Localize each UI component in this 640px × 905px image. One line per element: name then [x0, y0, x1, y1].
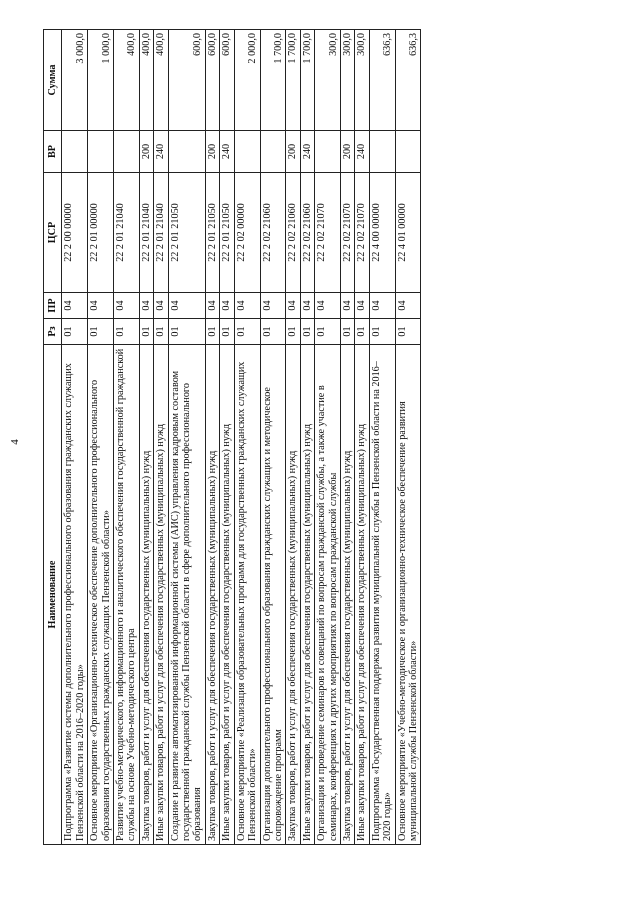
cell-pr: 04	[234, 293, 260, 319]
cell-sum: 1 700,0	[300, 30, 314, 131]
cell-vr	[168, 131, 205, 173]
cell-csr: 22 2 02 21070	[315, 173, 341, 293]
cell-rz: 01	[369, 319, 395, 345]
cell-name: Иные закупки товаров, работ и услуг для обеспечения государственных (муниципальных) нужд	[355, 345, 369, 845]
cell-name: Основное мероприятие «Реализация образовательных программ для государственных гражданских служащих Пензенской области»	[234, 345, 260, 845]
table-row	[260, 30, 286, 845]
cell-rz: 01	[154, 319, 168, 345]
cell-pr: 04	[114, 293, 140, 319]
cell-pr: 04	[139, 293, 153, 319]
cell-rz: 01	[260, 319, 286, 345]
cell-vr	[62, 131, 88, 173]
cell-pr: 04	[168, 293, 205, 319]
header-name: Наименование	[44, 345, 62, 845]
table-row	[154, 30, 168, 845]
cell-name: Подпрограмма «Государственная поддержка развития муниципальной службы в Пензенской области на 2016–2020 годы»	[369, 345, 395, 845]
cell-vr: 240	[355, 131, 369, 173]
cell-csr: 22 4 00 00000	[369, 173, 395, 293]
table-row	[300, 30, 314, 845]
cell-csr: 22 2 02 21060	[300, 173, 314, 293]
cell-name: Основное мероприятие «Организационно-техническое обеспечение дополнительного профессионального образования государственных гражданских служащих Пензенской области»	[88, 345, 114, 845]
cell-rz: 01	[395, 319, 421, 345]
header-pr: ПР	[44, 293, 62, 319]
table-row	[355, 30, 369, 845]
cell-pr: 04	[355, 293, 369, 319]
cell-csr: 22 2 02 00000	[234, 173, 260, 293]
cell-pr: 04	[300, 293, 314, 319]
cell-rz: 01	[355, 319, 369, 345]
table-header-row	[44, 30, 62, 845]
cell-csr: 22 2 01 21040	[114, 173, 140, 293]
cell-name: Закупка товаров, работ и услуг для обеспечения государственных (муниципальных) нужд	[286, 345, 300, 845]
cell-sum: 300,0	[355, 30, 369, 131]
cell-csr: 22 2 02 21060	[286, 173, 300, 293]
cell-csr: 22 4 01 00000	[395, 173, 421, 293]
cell-name: Иные закупки товаров, работ и услуг для обеспечения государственных (муниципальных) нужд	[220, 345, 234, 845]
table-row	[139, 30, 153, 845]
cell-name: Закупка товаров, работ и услуг для обеспечения государственных (муниципальных) нужд	[205, 345, 219, 845]
table-row	[88, 30, 114, 845]
table-row	[168, 30, 205, 845]
cell-rz: 01	[168, 319, 205, 345]
cell-vr	[234, 131, 260, 173]
cell-rz: 01	[300, 319, 314, 345]
cell-vr: 200	[205, 131, 219, 173]
cell-sum: 2 000,0	[234, 30, 260, 131]
cell-vr	[114, 131, 140, 173]
table-row	[340, 30, 354, 845]
cell-name: Организация и проведение семинаров и совещаний по вопросам гражданской службы, а также участие в семинарах, конференциях и других мероприятиях по вопросам гражданской службы	[315, 345, 341, 845]
cell-pr: 04	[340, 293, 354, 319]
cell-rz: 01	[139, 319, 153, 345]
table-row	[62, 30, 88, 845]
cell-sum: 1 700,0	[260, 30, 286, 131]
cell-csr: 22 2 01 21040	[139, 173, 153, 293]
cell-sum: 400,0	[139, 30, 153, 131]
cell-csr: 22 2 02 21070	[355, 173, 369, 293]
cell-sum: 600,0	[168, 30, 205, 131]
page-number: 4	[9, 439, 21, 445]
cell-name: Развитие учебно-методического, информационного и аналитического обеспечения государственной гражданской службы на основе Учебно-методического центра	[114, 345, 140, 845]
cell-vr	[88, 131, 114, 173]
table-row	[395, 30, 421, 845]
rotated-page	[43, 30, 618, 845]
table-row	[315, 30, 341, 845]
cell-vr	[369, 131, 395, 173]
cell-rz: 01	[220, 319, 234, 345]
cell-name: Подпрограмма «Развитие системы дополнительного профессионального образования гражданских служащих Пензенской области на 2016–2020 годы»	[62, 345, 88, 845]
cell-sum: 600,0	[205, 30, 219, 131]
cell-pr: 04	[62, 293, 88, 319]
table-row	[220, 30, 234, 845]
cell-vr: 240	[220, 131, 234, 173]
cell-pr: 04	[88, 293, 114, 319]
cell-pr: 04	[220, 293, 234, 319]
cell-csr: 22 2 00 00000	[62, 173, 88, 293]
cell-sum: 400,0	[154, 30, 168, 131]
cell-csr: 22 2 01 21050	[168, 173, 205, 293]
cell-sum: 600,0	[220, 30, 234, 131]
cell-sum: 1 700,0	[286, 30, 300, 131]
cell-pr: 04	[205, 293, 219, 319]
cell-name: Закупка товаров, работ и услуг для обеспечения государственных (муниципальных) нужд	[340, 345, 354, 845]
cell-pr: 04	[369, 293, 395, 319]
cell-pr: 04	[395, 293, 421, 319]
cell-pr: 04	[286, 293, 300, 319]
cell-vr: 240	[300, 131, 314, 173]
cell-csr: 22 2 01 21050	[220, 173, 234, 293]
cell-sum: 300,0	[315, 30, 341, 131]
cell-pr: 04	[154, 293, 168, 319]
table-row	[369, 30, 395, 845]
table-row	[114, 30, 140, 845]
cell-vr	[260, 131, 286, 173]
cell-pr: 04	[260, 293, 286, 319]
budget-table	[43, 29, 421, 845]
cell-vr: 200	[139, 131, 153, 173]
cell-csr: 22 2 01 00000	[88, 173, 114, 293]
cell-rz: 01	[88, 319, 114, 345]
header-sum: Сумма	[44, 30, 62, 131]
cell-sum: 300,0	[340, 30, 354, 131]
table-row	[286, 30, 300, 845]
cell-name: Создание и развитие автоматизированной информационной системы (АИС) управления кадровым составом государственной гражданской службы Пензенской области в сфере дополнительного профессионального образования	[168, 345, 205, 845]
cell-vr: 200	[340, 131, 354, 173]
cell-name: Закупка товаров, работ и услуг для обеспечения государственных (муниципальных) нужд	[139, 345, 153, 845]
table-row	[205, 30, 219, 845]
header-vr: ВР	[44, 131, 62, 173]
cell-csr: 22 2 02 21070	[340, 173, 354, 293]
cell-rz: 01	[315, 319, 341, 345]
cell-name: Организация дополнительного профессионального образования гражданских служащих и методическое сопровождение программ	[260, 345, 286, 845]
cell-vr	[315, 131, 341, 173]
cell-pr: 04	[315, 293, 341, 319]
cell-sum: 3 000,0	[62, 30, 88, 131]
cell-vr: 240	[154, 131, 168, 173]
cell-sum: 1 000,0	[88, 30, 114, 131]
cell-name: Основное мероприятие «Учебно-методическое и организационно-техническое обеспечение развития муниципальной службы Пензенской области»	[395, 345, 421, 845]
cell-rz: 01	[286, 319, 300, 345]
cell-rz: 01	[234, 319, 260, 345]
table-row	[234, 30, 260, 845]
cell-name: Иные закупки товаров, работ и услуг для обеспечения государственных (муниципальных) нужд	[154, 345, 168, 845]
cell-rz: 01	[340, 319, 354, 345]
cell-sum: 636,3	[395, 30, 421, 131]
cell-rz: 01	[205, 319, 219, 345]
cell-sum: 636,3	[369, 30, 395, 131]
cell-vr	[395, 131, 421, 173]
cell-sum: 400,0	[114, 30, 140, 131]
cell-rz: 01	[114, 319, 140, 345]
cell-name: Иные закупки товаров, работ и услуг для обеспечения государственных (муниципальных) нужд	[300, 345, 314, 845]
cell-rz: 01	[62, 319, 88, 345]
header-csr: ЦСР	[44, 173, 62, 293]
cell-csr: 22 2 02 21060	[260, 173, 286, 293]
cell-vr: 200	[286, 131, 300, 173]
header-rz: Рз	[44, 319, 62, 345]
cell-csr: 22 2 01 21050	[205, 173, 219, 293]
cell-csr: 22 2 01 21040	[154, 173, 168, 293]
